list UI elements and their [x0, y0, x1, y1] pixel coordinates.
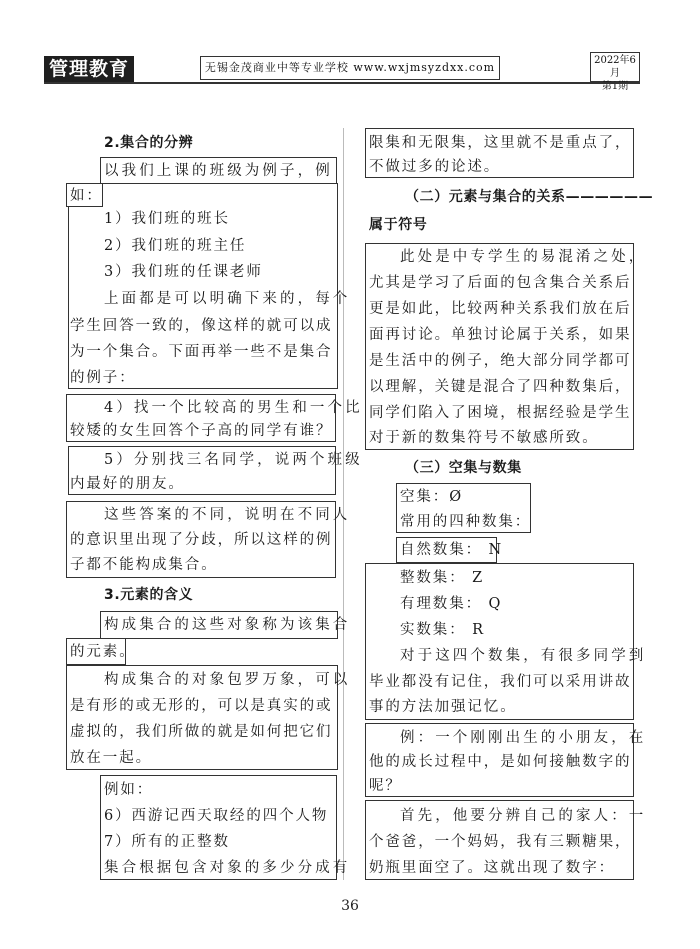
issue-number: 第1期 [601, 81, 629, 92]
para1-line: 为一个集合。下面再举一些不是集合 [70, 344, 333, 360]
right-para3-line: 个爸爸，一个妈妈，我有三颗糖果， [369, 834, 632, 850]
heading-empty-number-sets: （三）空集与数集 [405, 460, 522, 476]
example-item-1: 1）我们班的班长 [104, 211, 230, 227]
magazine-logo: 管理教育 [44, 56, 134, 82]
issue-box [590, 52, 640, 92]
example-item-6: 6）西游记西天取经的四个人物 [104, 808, 329, 824]
issue-date: 2022年6月 [594, 55, 636, 79]
para4-line: 集合根据包含对象的多少分成有 [104, 860, 351, 876]
para1-line: 上面都是可以明确下来的，每个 [104, 291, 351, 307]
right-para1-line: 对于新的数集符号不敏感所致。 [369, 430, 599, 446]
right-top-line: 不做过多的论述。 [369, 159, 501, 175]
example-item-3: 3）我们班的任课老师 [104, 264, 263, 280]
para3-line: 构成集合的对象包罗万象，可以 [104, 672, 351, 688]
heading-element-meaning: 3.元素的含义 [104, 587, 194, 603]
empty-set-line: 空集：Ø [400, 489, 463, 505]
example-item-4-cont: 较矮的女生回答个子高的同学有谁？ [70, 423, 333, 439]
column-divider [343, 128, 344, 880]
para2-line: 子都不能构成集合。 [70, 557, 218, 573]
rationals-line: 有理数集： Q [400, 596, 503, 612]
right-para3-line: 首先，他要分辨自己的家人：一 [400, 808, 647, 824]
right-para1-line: 此处是中专学生的易混淆之处， [400, 249, 647, 265]
example-item-5-cont: 内最好的朋友。 [70, 476, 185, 492]
right-top-line: 限集和无限集，这里就不是重点了， [369, 135, 632, 151]
para2-line: 的意识里出现了分歧，所以这样的例 [70, 532, 333, 548]
example-line: 呢？ [369, 778, 402, 794]
para3-line: 放在一起。 [70, 750, 152, 766]
example-item-5: 5）分别找三名同学，说两个班级 [104, 452, 363, 468]
eg-label: 例如： [104, 782, 154, 798]
right-para1-line: 面再讨论。单独讨论属于关系，如果 [369, 327, 632, 343]
four-sets-line: 常用的四种数集： [400, 514, 532, 530]
heading-element-relation-cont: 属于符号 [369, 217, 428, 233]
example-item-4: 4）找一个比较高的男生和一个比 [104, 400, 363, 416]
para3-line: 虚拟的，我们所做的就是如何把它们 [70, 724, 333, 740]
right-para1-line: 更是如此，比较两种关系我们放在后 [369, 301, 632, 317]
right-para1-line: 同学们陷入了困境，根据经验是学生 [369, 405, 632, 421]
school-banner: 无锡金茂商业中等专业学校 www.wxjmsyzdxx.com [200, 56, 500, 80]
para1-line: 学生回答一致的，像这样的就可以成 [70, 318, 333, 334]
natural-numbers-line: 自然数集： N [400, 542, 504, 558]
example-item-2: 2）我们班的班主任 [104, 238, 247, 254]
right-para2-line: 事的方法加强记忆。 [369, 699, 517, 715]
example-item-7: 7）所有的正整数 [104, 834, 230, 850]
definition-line-2: 的元素。 [70, 644, 136, 660]
example-line: 他的成长过程中，是如何接触数字的 [369, 754, 632, 770]
intro-line-2: 如： [70, 188, 103, 204]
integers-line: 整数集： Z [400, 570, 485, 586]
para1-line: 的例子： [70, 370, 136, 386]
intro-line-1: 以我们上课的班级为例子，例 [104, 163, 333, 179]
reals-line: 实数集： R [400, 622, 485, 638]
heading-set-distinguish: 2.集合的分辨 [104, 135, 194, 151]
right-para2-line: 毕业都没有记住，我们可以采用讲故 [369, 674, 632, 690]
page-number: 36 [341, 898, 359, 914]
right-para2-line: 对于这四个数集，有很多同学到 [400, 648, 647, 664]
heading-element-relation: （二）元素与集合的关系—————— [405, 189, 654, 205]
right-para1-line: 是生活中的例子，绝大部分同学都可 [369, 353, 632, 369]
header-rule [44, 82, 640, 84]
right-para1-line: 以理解，关键是混合了四种数集后， [369, 379, 632, 395]
para2-line: 这些答案的不同，说明在不同人 [104, 507, 351, 523]
example-line: 例：一个刚刚出生的小朋友，在 [400, 730, 647, 746]
right-para3-line: 奶瓶里面空了。这就出现了数字： [369, 860, 615, 876]
para3-line: 是有形的或无形的，可以是真实的或 [70, 698, 333, 714]
right-para1-line: 尤其是学习了后面的包含集合关系后 [369, 275, 632, 291]
definition-line-1: 构成集合的这些对象称为该集合 [104, 617, 351, 633]
